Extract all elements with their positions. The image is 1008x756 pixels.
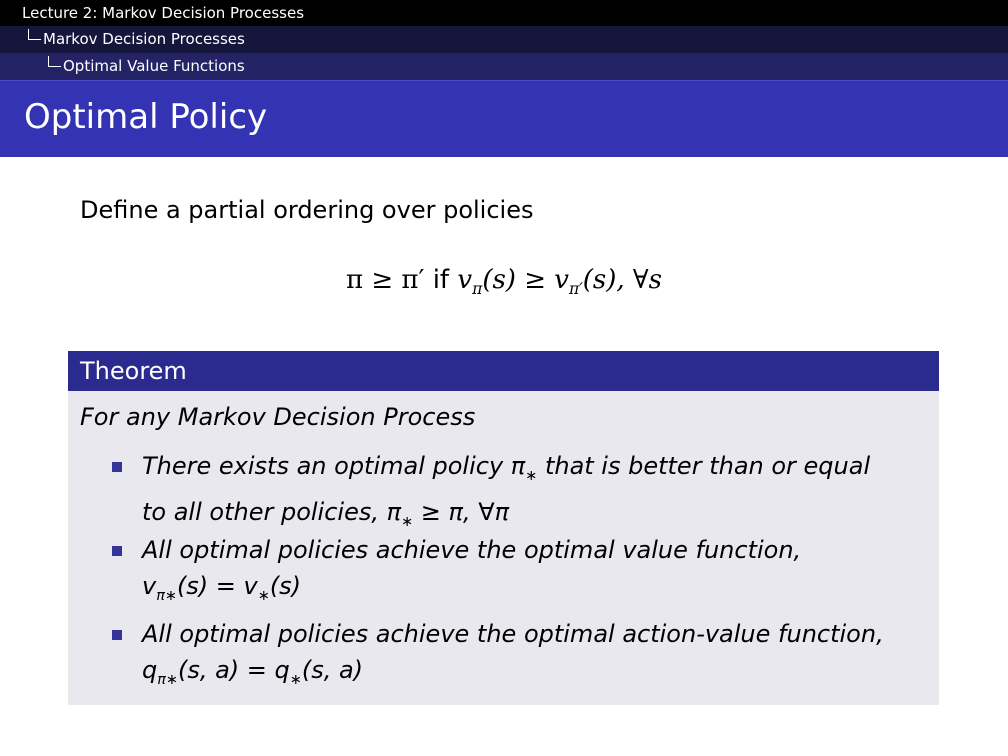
formula-left: π ≥ π′ — [346, 265, 425, 295]
item-text: (s, a) = q — [177, 656, 290, 684]
item-text: (s) — [269, 572, 302, 600]
item-text: q — [142, 656, 158, 684]
formula-v: v — [457, 265, 473, 295]
tree-corner-icon — [28, 29, 41, 40]
item-text: (s) = v — [176, 572, 258, 600]
tree-corner-icon — [48, 56, 61, 67]
breadcrumb-lecture — [0, 0, 1008, 26]
formula-tail: (s), ∀s — [582, 265, 662, 295]
theorem-lead: For any Markov Decision Process — [80, 403, 476, 431]
item-text: All optimal policies achieve the optimal value function, — [142, 536, 802, 564]
theorem-body — [68, 391, 939, 705]
item-sub: ∗ — [401, 513, 414, 530]
item-sub: ∗ — [289, 671, 302, 688]
theorem-header — [68, 351, 939, 391]
formula-if: if — [432, 265, 450, 295]
list-item — [110, 616, 884, 698]
breadcrumb-section-label: Markov Decision Processes — [43, 30, 245, 48]
list-item — [110, 532, 801, 614]
item-text: that is better than or equal — [537, 452, 871, 480]
item-text: (s, a) — [301, 656, 364, 684]
item-sub: π∗ — [157, 671, 178, 688]
item-sub: ∗ — [257, 587, 270, 604]
breadcrumb-subsection — [0, 53, 1008, 80]
list-item — [110, 448, 870, 540]
item-text: v — [142, 572, 157, 600]
title-bar — [0, 80, 1008, 157]
formula-arg: (s) ≥ v — [482, 265, 569, 295]
breadcrumb-section — [0, 26, 1008, 53]
intro-text: Define a partial ordering over policies — [80, 196, 534, 224]
formula-v-sub: π — [472, 280, 483, 299]
item-text: All optimal policies achieve the optimal action-value function, — [142, 620, 884, 648]
item-sub: ∗ — [525, 467, 538, 484]
item-text: to all other policies, π — [142, 497, 402, 526]
item-text: There exists an optimal policy π — [142, 452, 526, 480]
slide-title: Optimal Policy — [24, 97, 268, 137]
item-text: ≥ π, ∀π — [413, 497, 510, 526]
breadcrumb-subsection-label: Optimal Value Functions — [63, 57, 245, 75]
formula-arg-sub: π′ — [568, 280, 583, 299]
breadcrumb-lecture-label: Lecture 2: Markov Decision Processes — [22, 4, 305, 22]
item-sub: π∗ — [156, 587, 177, 604]
ordering-formula — [0, 265, 1008, 298]
theorem-heading: Theorem — [80, 357, 187, 385]
